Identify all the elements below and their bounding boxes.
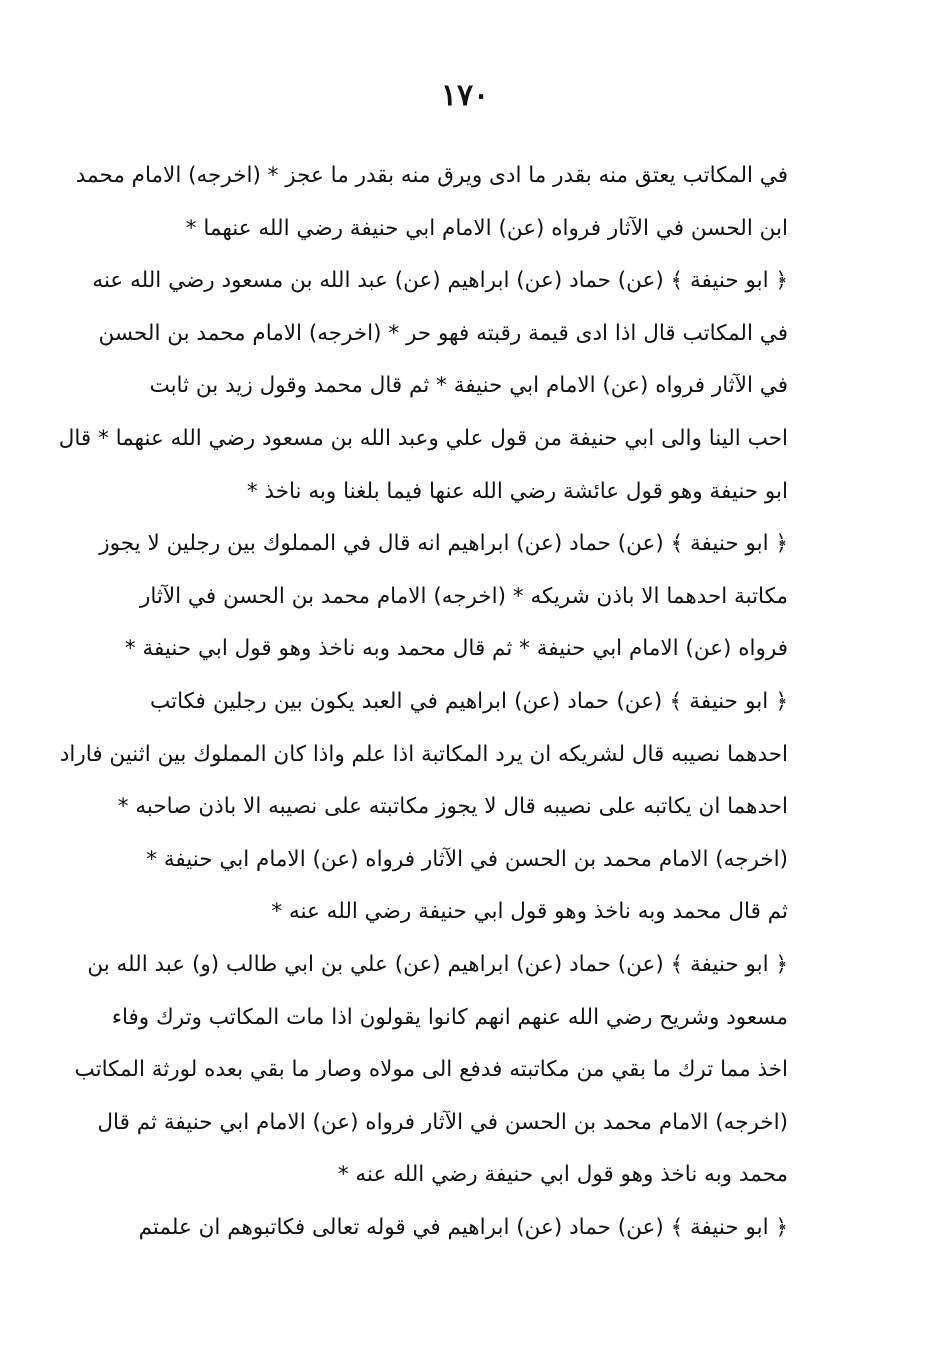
text-line: (اخرجه) الامام محمد بن الحسن في الآثار فرواه (عن) الامام ابي حنيفة * [146, 846, 788, 872]
text-line: محمد وبه ناخذ وهو قول ابي حنيفة رضي الله عنه * [337, 1162, 788, 1188]
text-line: اخذ مما ترك ما بقي من مكاتبته فدفع الى مولاه وصار ما بقي بعده لورثة المكاتب [74, 1057, 788, 1083]
text-line: في المكاتب قال اذا ادى قيمة رقبته فهو حر * (اخرجه) الامام محمد بن الحسن [98, 320, 788, 346]
page-number: ١٧٠ [440, 78, 490, 113]
text-line: ﴿ ابو حنيفة ﴾ (عن) حماد (عن) ابراهيم في العبد يكون بين رجلين فكاتب [150, 688, 788, 714]
text-line: ﴿ ابو حنيفة ﴾ (عن) حماد (عن) ابراهيم (عن) عبد الله بن مسعود رضي الله عنه [92, 268, 788, 294]
text-line: مكاتبة احدهما الا باذن شريكه * (اخرجه) الامام محمد بن الحسن في الآثار [139, 583, 788, 609]
text-line: ﴿ ابو حنيفة ﴾ (عن) حماد (عن) ابراهيم في قوله تعالى فكاتبوهم ان علمتم [138, 1214, 788, 1240]
text-line: ابو حنيفة وهو قول عائشة رضي الله عنها فيما بلغنا وبه ناخذ * [246, 478, 788, 504]
text-line: ﴿ ابو حنيفة ﴾ (عن) حماد (عن) ابراهيم (عن) علي بن ابي طالب (و) عبد الله بن [87, 951, 788, 977]
body-text [58, 150, 788, 1254]
text-line: ثم قال محمد وبه ناخذ وهو قول ابي حنيفة رضي الله عنه * [271, 899, 788, 925]
text-line: احدهما ان يكاتبه على نصيبه قال لا يجوز مكاتبته على نصيبه الا باذن صاحبه * [117, 794, 788, 820]
text-line: (اخرجه) الامام محمد بن الحسن في الآثار فرواه (عن) الامام ابي حنيفة ثم قال [97, 1109, 788, 1135]
text-line: في المكاتب يعتق منه بقدر ما ادى ويرق منه بقدر ما عجز * (اخرجه) الامام محمد [75, 163, 788, 188]
text-line: في الآثار فرواه (عن) الامام ابي حنيفة * ثم قال محمد وقول زيد بن ثابت [149, 373, 788, 399]
text-line: ابن الحسن في الآثار فرواه (عن) الامام ابي حنيفة رضي الله عنهما * [185, 215, 788, 241]
text-line: احب الينا والى ابي حنيفة من قول علي وعبد الله بن مسعود رضي الله عنهما * قال [58, 425, 788, 451]
text-line: احدهما نصيبه قال لشريكه ان يرد المكاتبة اذا علم واذا كان المملوك بين اثنين فاراد [59, 741, 788, 767]
text-line: مسعود وشريح رضي الله عنهم انهم كانوا يقولون اذا مات المكاتب وترك وفاء [111, 1004, 788, 1030]
text-line: فرواه (عن) الامام ابي حنيفة * ثم قال محمد وبه ناخذ وهو قول ابي حنيفة * [124, 636, 788, 662]
text-line: ﴿ ابو حنيفة ﴾ (عن) حماد (عن) ابراهيم انه قال في المملوك بين رجلين لا يجوز [99, 531, 788, 557]
